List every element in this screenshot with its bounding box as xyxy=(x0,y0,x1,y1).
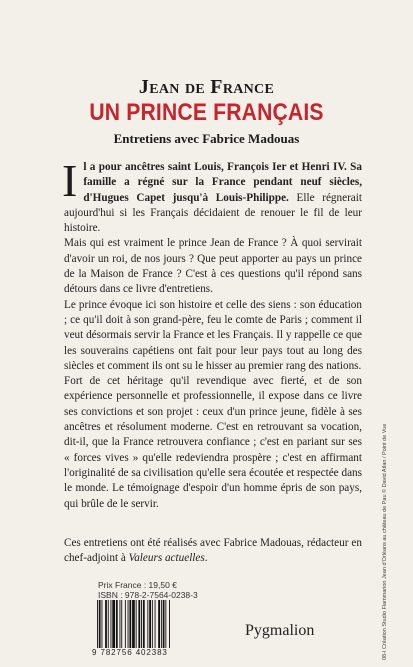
blurb-paragraph-2: Mais qui est vraiment le prince Jean de France ? À quoi servirait d'avoir un roi, de nos jours ? Que peut apporter au pays un prince de la Maison de France ? C'est à ces questions qu'il répond sans détours dans ce livre d'entretiens. xyxy=(64,237,362,296)
barcode-icon xyxy=(96,600,201,648)
book-title: UN PRINCE FRANÇAIS xyxy=(89,99,324,126)
book-subtitle: Entretiens avec Fabrice Madouas xyxy=(113,131,300,146)
credits-text xyxy=(64,536,362,567)
blurb-intro: l a pour ancêtres saint Louis, François Ier et Henri IV. Sa famille a régné sur la France pendant neuf siècles, d'Hugues Capet jusqu'à Louis-Philippe. xyxy=(83,161,362,204)
spine-credit xyxy=(382,423,394,660)
drop-cap: I xyxy=(62,155,78,206)
price-label: Prix France : 19,50 € xyxy=(98,580,177,590)
blurb-paragraph-3: Le prince évoque ici son histoire et celle des siens : son éducation ; ce qu'il doit à son grand-père, feu le comte de Paris ; comment il veut désormais servir la France et les Français. Il y rappelle ce que les souverains capétiens ont fait pour leur pays tout au long des siècles et comment ils ont su le hisser au premier rang des nations. xyxy=(64,298,362,372)
author-name: Jean de France xyxy=(138,76,275,98)
spine-credit-text: 08-I Création Studio Flammarion Jean d'Orléans au château de Pau © David Atlan / Point de Vue xyxy=(382,423,388,660)
credits-magazine: Valeurs actuelles xyxy=(128,552,205,565)
blurb-paragraph-1 xyxy=(62,155,362,236)
barcode-digits: 9 782756 402383 xyxy=(92,648,168,657)
publisher-name: Pygmalion xyxy=(245,622,315,639)
credits-end: . xyxy=(204,552,208,565)
isbn-label: ISBN : 978-2-7564-0238-3 xyxy=(98,590,198,600)
blurb-text xyxy=(62,155,362,512)
price-block xyxy=(98,580,198,600)
credits-sentence: Ces entretiens ont été réalisés avec Fabrice Madouas, rédacteur en chef-adjoint à xyxy=(64,537,362,565)
blurb-intro-rest: Elle régnerait aujourd'hui si les Français décidaient de renouer le fil de leur histoire. xyxy=(64,191,362,235)
blurb-paragraph-4: Fort de cet héritage qu'il revendique avec fierté, et de son expérience personnelle et professionnelle, il expose dans ce livre ses convictions et son projet : ceux d'un prince jeune, fidèle à ses ancêtres et résolument moderne. C'est en retrouvant sa vocation, dit-il, que la France retrouvera confiance ; c'est en pariant sur ses « forces vives » qu'elle redeviendra prospère ; c'est en affirmant l'originalité de sa civilisation qu'elle sera écoutée et respectée dans le monde. Le témoignage d'espoir d'un homme épris de son pays, qui brûle de le servir. xyxy=(64,375,362,510)
